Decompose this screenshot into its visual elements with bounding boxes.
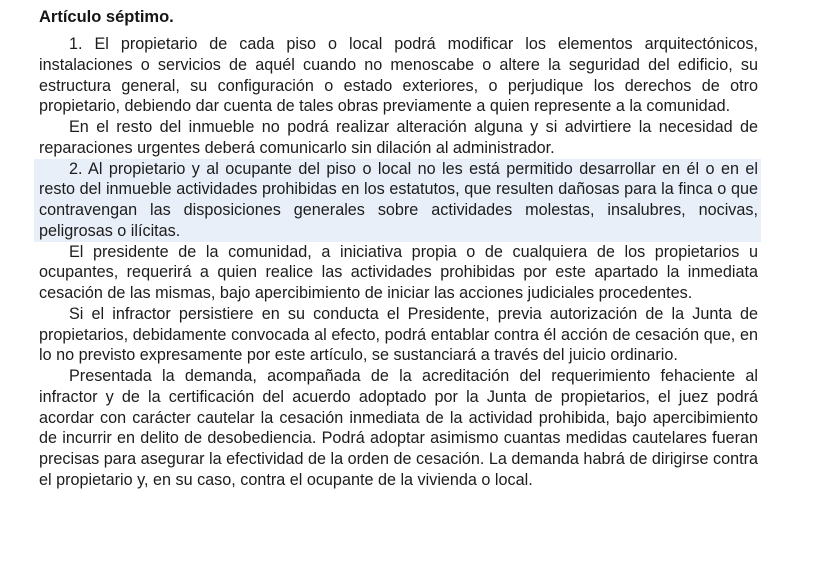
paragraph-4: El presidente de la comunidad, a iniciativa propia o de cualquiera de los propietarios u ocupantes, requerirá a quien realice las actividades prohibidas por este apartado la inmediata cesación de las mismas, bajo apercibimiento de iniciar las acciones judiciales procedentes.: [39, 242, 758, 302]
paragraph-5: Si el infractor persistiere en su conducta el Presidente, previa autorización de la Junta de propietarios, debidamente convocada al efecto, podrá entablar contra él acción de cesación que, en lo no previsto expresamente por este artículo, se sustanciará a través del juicio ordinario.: [39, 304, 758, 365]
paragraph-1: 1. El propietario de cada piso o local podrá modificar los elementos arquitectónicos, instalaciones o servicios de aquél cuando no menoscabe o altere la seguridad del edificio, su estructura general, su configuración o estado exteriores, o perjudique los derechos de otro propietario, debiendo dar cuenta de tales obras previamente a quien represente a la comunidad.: [39, 35, 758, 116]
document-page: [39, 6, 758, 491]
paragraph-3-highlighted[interactable]: 2. Al propietario y al ocupante del piso o local no les está permitido desarrollar en él o en el resto del inmueble actividades prohibidas en los estatutos, que resulten dañosas para la finca o que contravengan las disposiciones generales sobre actividades molestas, insalubres, nocivas, peligrosas o ilícitas.: [34, 159, 761, 242]
article-heading: Artículo séptimo.: [39, 8, 174, 26]
paragraph-6: Presentada la demanda, acompañada de la acreditación del requerimiento fehaciente al infractor y de la certificación del acuerdo adoptado por la Junta de propietarios, el juez podrá acordar con carácter cautelar la cesación inmediata de la actividad prohibida, bajo apercibimiento de incurrir en delito de desobediencia. Podrá adoptar asimismo cuantas medidas cautelares fueran precisas para asegurar la efectividad de la orden de cesación. La demanda habrá de dirigirse contra el propietario y, en su caso, contra el ocupante de la vivienda o local.: [39, 367, 758, 489]
paragraph-2: En el resto del inmueble no podrá realizar alteración alguna y si advirtiere la necesidad de reparaciones urgentes deberá comunicarlo sin dilación al administrador.: [39, 118, 758, 157]
